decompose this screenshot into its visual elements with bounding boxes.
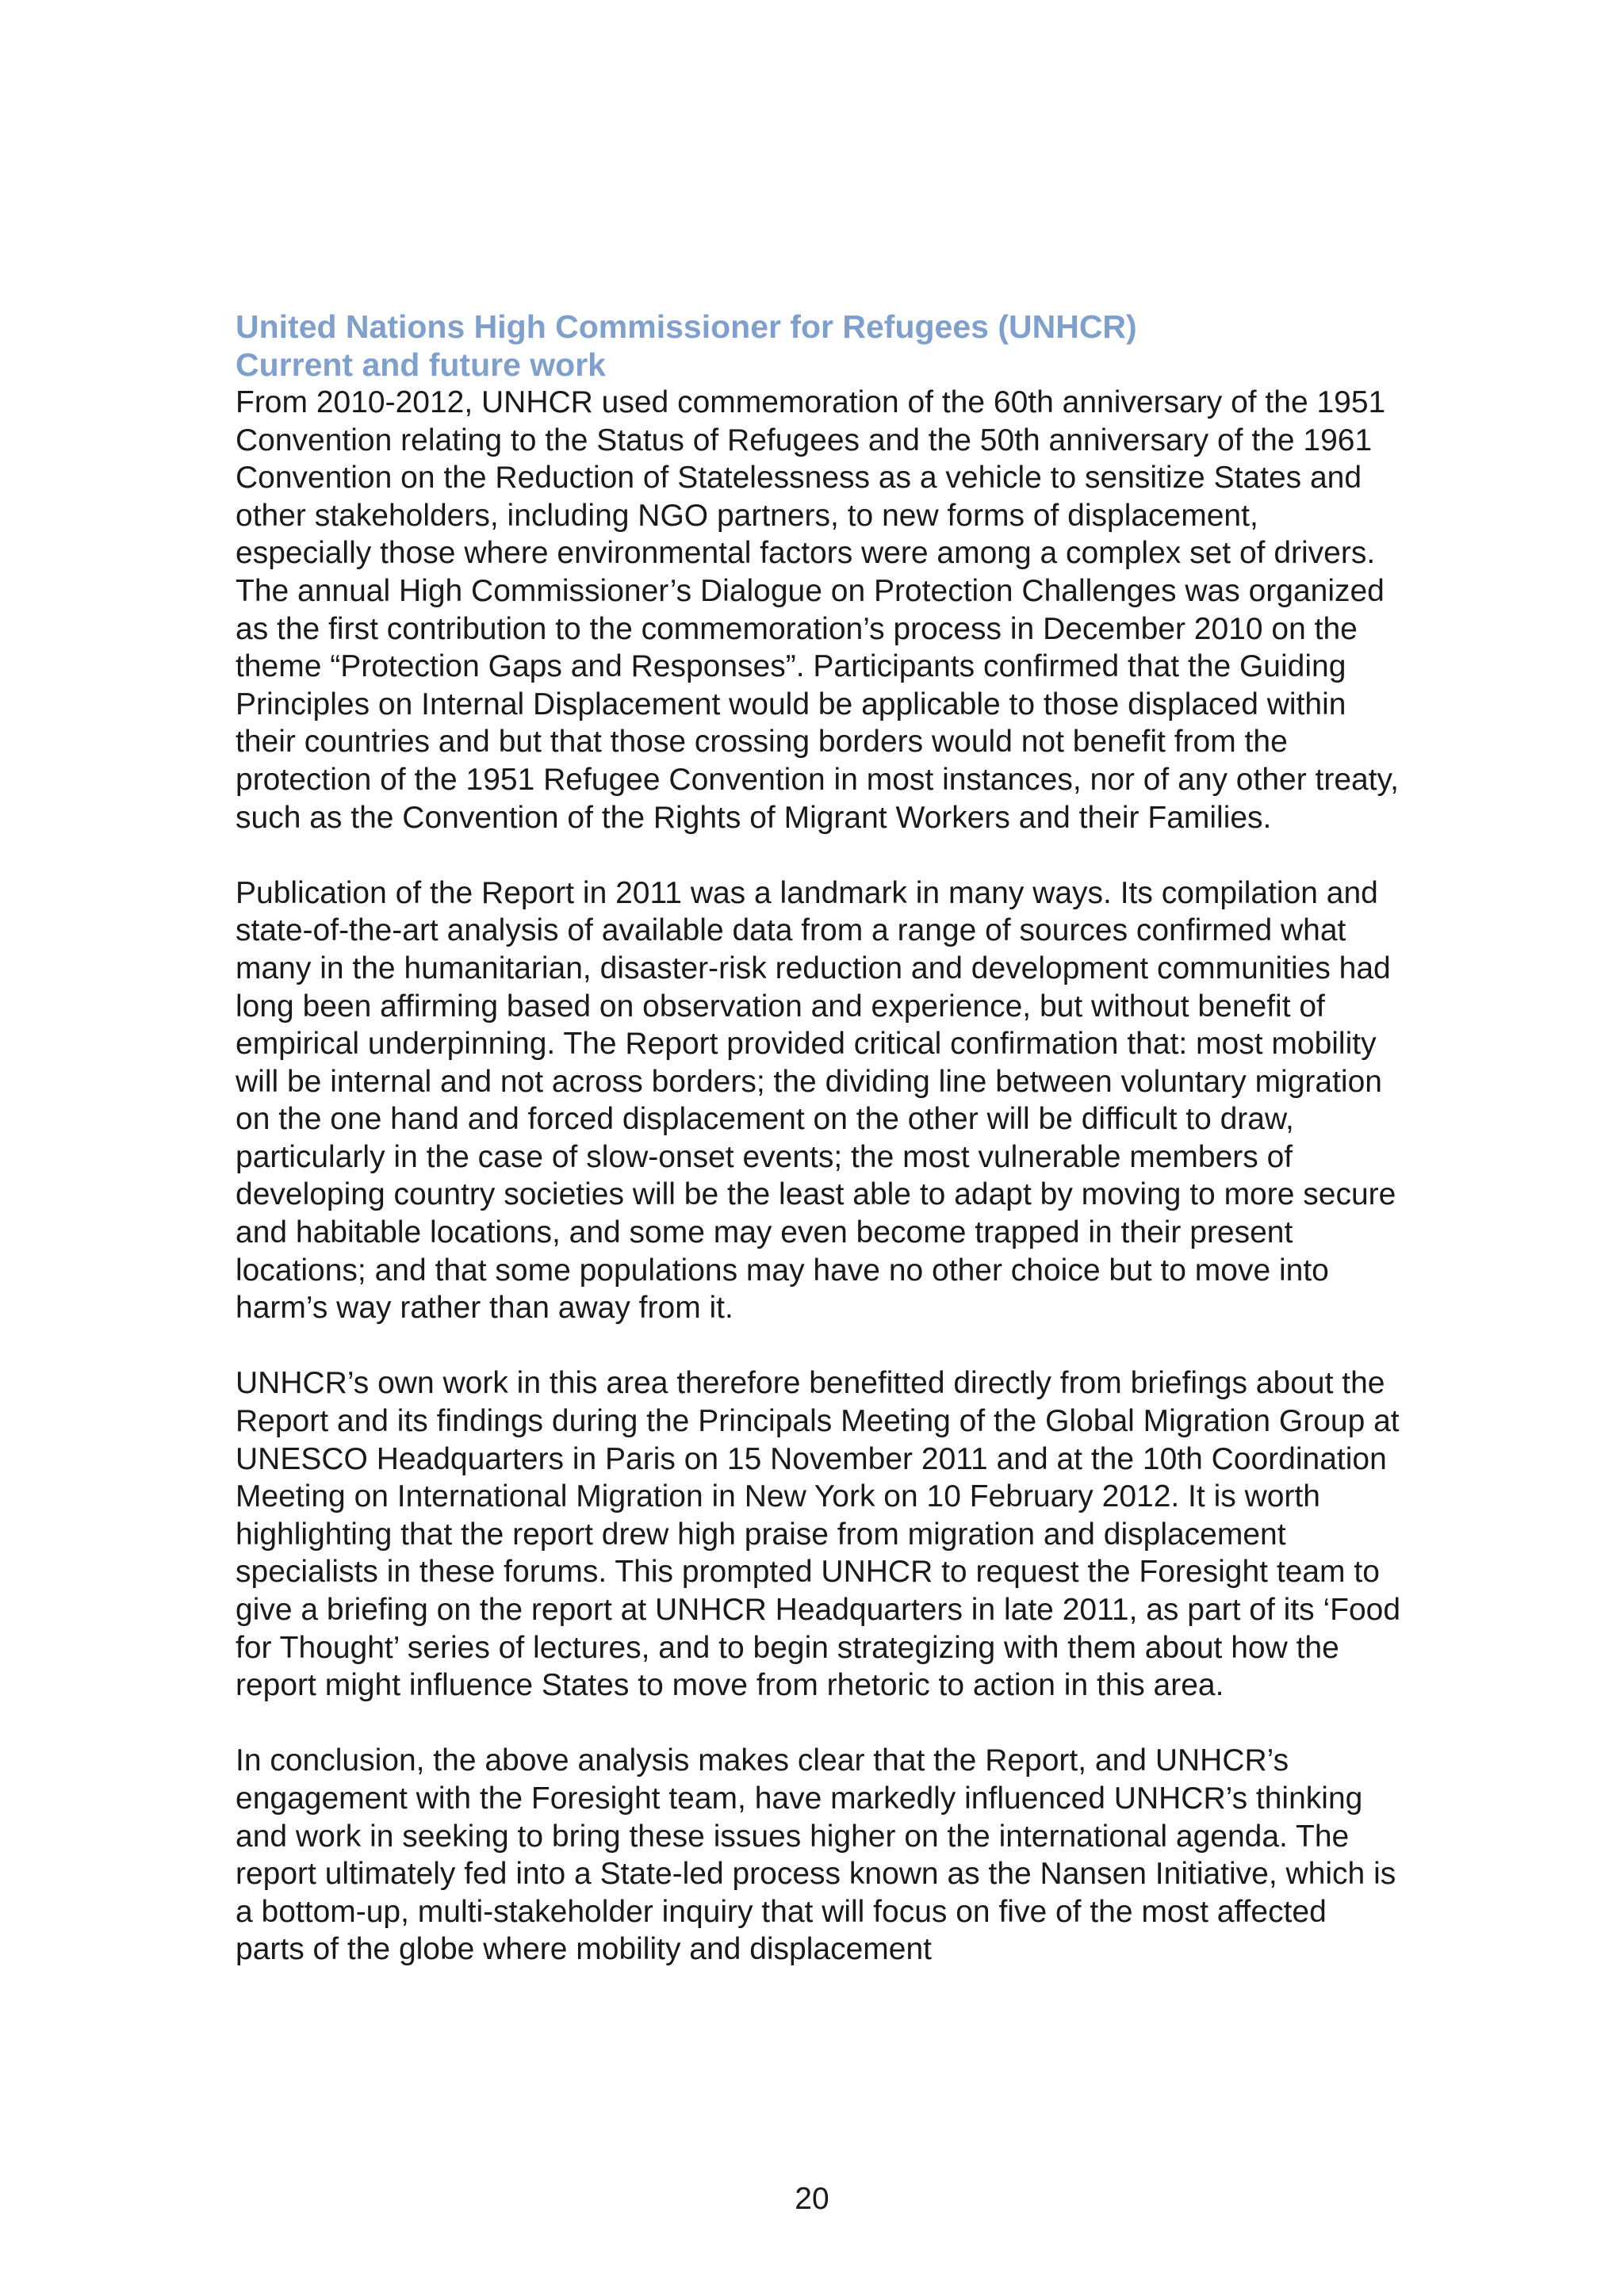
page-number: 20 [795,2182,829,2216]
paragraph-4: In conclusion, the above analysis makes clear that the Report, and UNHCR’s engagement with the Foresight team, have markedly influenced UNHCR’s thinking and work in seeking to bring these issues higher on the international agenda. The report ultimately fed into a State-led process known as the Nansen Initiative, which is a bottom-up, multi-stakeholder inquiry that will focus on five of the most affected parts of the globe where mobility and displacement [236,1743,1396,1967]
paragraph-3: UNHCR’s own work in this area therefore benefitted directly from briefings about the Report and its findings during the Principals Meeting of the Global Migration Group at UNESCO Headquarters in Paris on 15 November 2011 and at the 10th Coordination Meeting on International Migration in New York on 10 February 2012. It is worth highlighting that the report drew high praise from migration and displacement specialists in these forums. This prompted UNHCR to request the Foresight team to give a briefing on the report at UNHCR Headquarters in late 2011, as part of its ‘Food for Thought’ series of lectures, and to begin strategizing with them about how the report might influence States to move from rhetoric to action in this area. [236,1366,1401,1703]
section-heading-title: United Nations High Commissioner for Refugees (UNHCR) [236,308,1137,345]
paragraph-1: From 2010-2012, UNHCR used commemoration of the 60th anniversary of the 1951 Convention relating to the Status of Refugees and the 50th anniversary of the 1961 Convention on the Reduction of Statelessness as a vehicle to sensitize States and other stakeholders, including NGO partners, to new forms of displacement, especially those where environmental factors were among a complex set of drivers. The annual High Commissioner’s Dialogue on Protection Challenges was organized as the first contribution to the commemoration’s process in December 2010 on the theme “Protection Gaps and Responses”. Participants confirmed that the Guiding Principles on Internal Displacement would be applicable to those displaced within their countries and but that those crossing borders would not benefit from the protection of the 1951 Refugee Convention in most instances, nor of any other treaty, such as the Convention of the Rights of Migrant Workers and their Families. [236,385,1399,835]
paragraph-2: Publication of the Report in 2011 was a landmark in many ways. Its compilation and state-of-the-art analysis of available data from a range of sources confirmed what many in the humanitarian, disaster-risk reduction and development communities had long been affirming based on observation and experience, but without benefit of empirical underpinning. The Report provided critical confirmation that: most mobility will be internal and not across borders; the dividing line between voluntary migration on the one hand and forced displacement on the other will be difficult to draw, particularly in the case of slow-onset events; the most vulnerable members of developing country societies will be the least able to adapt by moving to more secure and habitable locations, and some may even become trapped in their present locations; and that some populations may have no other choice but to move into harm’s way rather than away from it. [236,875,1396,1326]
section-heading-subtitle: Current and future work [236,346,606,383]
page-content [236,308,1401,2007]
